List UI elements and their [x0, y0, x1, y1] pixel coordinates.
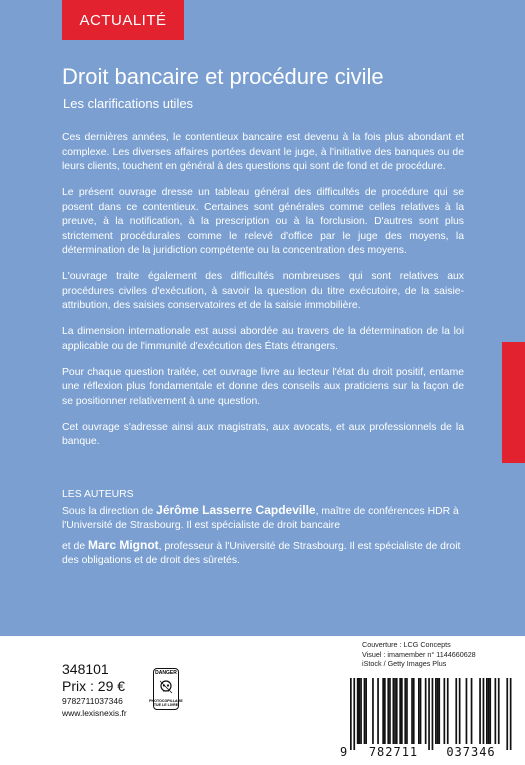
credit-line: Couverture : LCG Concepts [362, 640, 451, 649]
barcode-bar [489, 678, 491, 744]
barcode-right-group: 037346 [446, 745, 496, 759]
barcode-bar [479, 678, 481, 744]
barcode-bar [447, 678, 449, 744]
image-credits [362, 640, 476, 669]
barcode-digits [338, 745, 520, 759]
authors-section [62, 488, 464, 569]
barcode-bar [506, 678, 508, 750]
barcode-bar [399, 678, 401, 744]
book-subtitle: Les clarifications utiles [63, 96, 194, 111]
barcode-bar [413, 678, 415, 744]
author-1-name: Jérôme Lasserre Capdeville [156, 502, 316, 517]
description-paragraph: Le présent ouvrage dresse un tableau général des difficultés de procédure qui se posent dans ce contentieux. Certaines sont générales comme celles relatives à la preuve, à la notification, à la prescription ou à la forclusion. D'autres sont plus strictement procédurales comme le relevé d'office par le juge des moyens, la détermination de la juridiction compétente ou la concentration des moyens. [62, 187, 464, 256]
barcode-bar [495, 678, 497, 744]
barcode-bar [437, 678, 439, 744]
barcode-bar [404, 678, 406, 744]
author-2-prefix: et de [62, 540, 88, 552]
barcode-bar [350, 678, 352, 750]
product-code: 348101 [62, 661, 109, 677]
price: Prix : 29 € [62, 678, 126, 694]
publisher-info [62, 661, 127, 719]
category-badge: ACTUALITÉ [62, 0, 184, 40]
barcode-bars [338, 674, 520, 754]
barcode-bar [471, 678, 473, 744]
description-paragraph: Ces dernières années, le contentieux bancaire est devenu à la fois plus abondant et complexe. Les diverses affaires portées devant le juge, à l'initiative des banques ou de leurs clients, touchent en général à des questions qui sont de fond et de procédure. [62, 132, 464, 172]
authors-heading: LES AUTEURS [62, 489, 134, 500]
isbn-barcode [338, 674, 520, 765]
barcode-bar [420, 678, 422, 744]
barcode-bar [425, 678, 427, 744]
barcode-bar [360, 678, 362, 744]
barcode-bar [359, 678, 361, 744]
book-title: Droit bancaire et procédure civile [62, 64, 384, 89]
barcode-bar [466, 678, 468, 744]
isbn: 9782711037346 [62, 696, 123, 706]
barcode-bar [394, 678, 396, 744]
barcode-bar [389, 678, 391, 744]
barcode-bar [406, 678, 408, 744]
author-1-bio: , maître de conférences HDR à l'Université de Strasbourg. Il est spécialiste de droit bancaire [62, 505, 459, 531]
barcode-bar [387, 678, 389, 744]
barcode-bar [498, 678, 500, 744]
barcode-bar [393, 678, 395, 744]
barcode-bar [488, 678, 490, 744]
barcode-bar [377, 678, 379, 744]
barcode-first-digit: 9 [340, 745, 348, 759]
barcode-bar [357, 678, 359, 744]
credit-line: iStock / Getty Images Plus [362, 659, 447, 668]
danger-logo-bottom: PHOTOCOPILLAGE TUE LE LIVRE [149, 698, 183, 707]
author-1-prefix: Sous la direction de [62, 505, 157, 517]
barcode-bar [428, 678, 430, 750]
danger-logo-top: DANGER [155, 670, 177, 676]
barcode-bar [435, 678, 437, 744]
barcode-bar [384, 678, 386, 744]
description-paragraph: La dimension internationale est aussi abordée au travers de la détermination de la loi applicable ou de l'immunité d'exécution des États étrangers. [62, 326, 464, 352]
barcode-bar [364, 678, 366, 744]
barcode-bar [401, 678, 403, 744]
author-2-bio: , professeur à l'Université de Strasbourg. Il est spécialiste de droit des obligations et de droit des sûretés. [62, 540, 461, 566]
barcode-bar [455, 678, 457, 744]
author-1 [62, 503, 464, 534]
barcode-bar [365, 678, 367, 744]
barcode-bar [382, 678, 384, 744]
barcode-bar [353, 678, 355, 750]
description [62, 131, 464, 461]
barcode-bar [432, 678, 434, 750]
barcode-bar [418, 678, 420, 744]
red-edge-tab [502, 342, 525, 463]
barcode-bar [372, 678, 374, 744]
description-paragraph: Cet ouvrage s'adresse ainsi aux magistrats, aux avocats, et aux professionnels de la banque. [62, 421, 464, 447]
skull-icon [158, 680, 174, 694]
barcode-bar [411, 678, 413, 744]
credit-line: Visuel : imamember n° 1144660628 [362, 649, 476, 659]
barcode-bar [486, 678, 488, 744]
barcode-bar [444, 678, 446, 744]
description-paragraph: L'ouvrage traite également des difficultés nombreuses qui sont relatives aux procédures civiles d'exécution, à savoir la question du titre exécutoire, de la saisie-attribution, des saisies conservatoires et de la saisie immobilière. [62, 271, 464, 311]
barcode-bar [483, 678, 485, 744]
description-paragraph: Pour chaque question traitée, cet ouvrage livre au lecteur l'état du droit positif, entame une réflexion plus fondamentale et donne des conseils aux praticiens sur la façon de se positionner relativement à une question. [62, 366, 464, 407]
author-2-name: Marc Mignot [88, 537, 159, 552]
barcode-bar [396, 678, 398, 744]
barcode-bar [459, 678, 461, 744]
barcode-left-group: 782711 [368, 745, 419, 759]
website: www.lexisnexis.fr [62, 708, 127, 718]
barcode-bar [510, 678, 512, 750]
author-2 [62, 538, 464, 569]
danger-photocopillage-logo [149, 668, 183, 710]
barcode-bar [438, 678, 440, 744]
